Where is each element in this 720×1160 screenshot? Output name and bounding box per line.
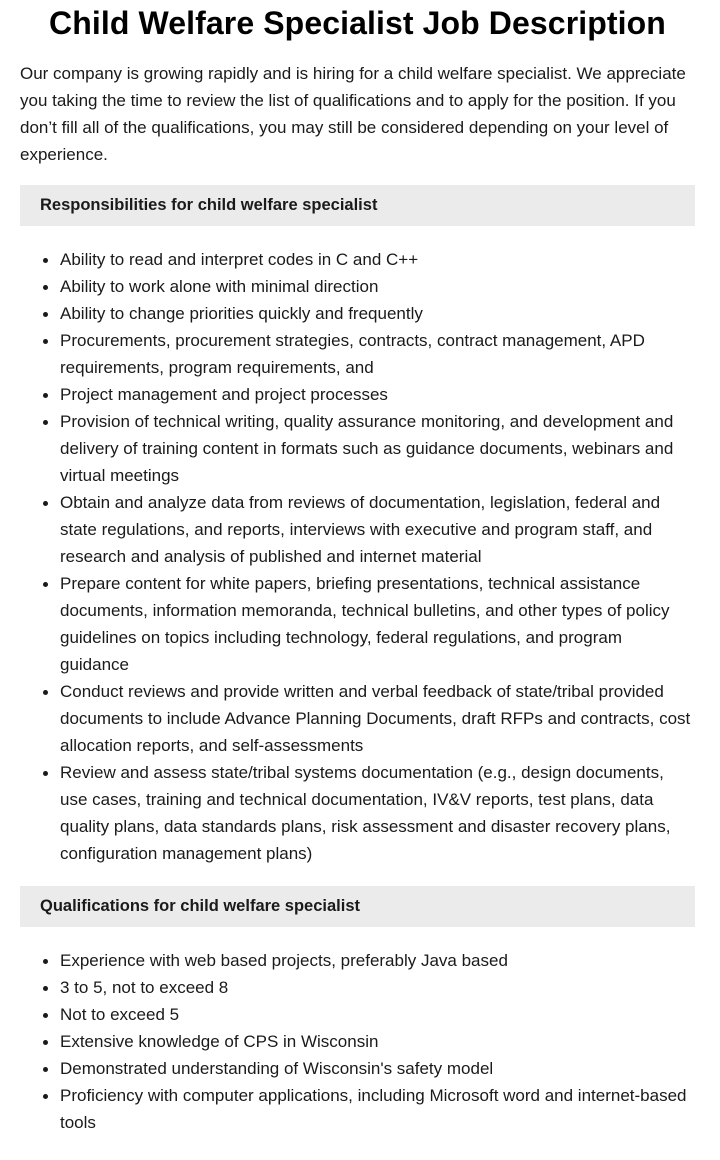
list-item: Prepare content for white papers, briefing presentations, technical assistance documents, information memoranda, technical bulletins, and other types of policy guidelines on topics including technology, federal regulations, and program guidance [60,570,695,678]
qualifications-heading: Qualifications for child welfare specialist [20,886,695,927]
list-item: Project management and project processes [60,381,695,408]
list-item: Demonstrated understanding of Wisconsin's safety model [60,1055,695,1082]
responsibilities-heading: Responsibilities for child welfare specialist [20,185,695,226]
list-item: Experience with web based projects, preferably Java based [60,947,695,974]
list-item: 3 to 5, not to exceed 8 [60,974,695,1001]
list-item: Procurements, procurement strategies, contracts, contract management, APD requirements, program requirements, and [60,327,695,381]
list-item: Not to exceed 5 [60,1001,695,1028]
list-item: Ability to change priorities quickly and frequently [60,300,695,327]
list-item: Ability to work alone with minimal direction [60,273,695,300]
list-item: Extensive knowledge of CPS in Wisconsin [60,1028,695,1055]
intro-paragraph: Our company is growing rapidly and is hiring for a child welfare specialist. We appreciate you taking the time to review the list of qualifications and to apply for the position. If you don’t fill all of the qualifications, you may still be considered depending on your level of experience. [20,64,686,164]
responsibilities-list [20,246,695,867]
list-item: Obtain and analyze data from reviews of documentation, legislation, federal and state regulations, and reports, interviews with executive and program staff, and research and analysis of published and internet material [60,489,695,570]
qualifications-list [20,947,695,1136]
list-item: Proficiency with computer applications, including Microsoft word and internet-based tools [60,1082,695,1136]
list-item: Ability to read and interpret codes in C and C++ [60,246,695,273]
list-item: Conduct reviews and provide written and verbal feedback of state/tribal provided documents to include Advance Planning Documents, draft RFPs and contracts, cost allocation reports, and self-assessments [60,678,695,759]
list-item: Review and assess state/tribal systems documentation (e.g., design documents, use cases, training and technical documentation, IV&V reports, test plans, data quality plans, data standards plans, risk assessment and disaster recovery plans, configuration management plans) [60,759,695,867]
page-title: Child Welfare Specialist Job Description [49,5,666,41]
list-item: Provision of technical writing, quality assurance monitoring, and development and delivery of training content in formats such as guidance documents, webinars and virtual meetings [60,408,695,489]
